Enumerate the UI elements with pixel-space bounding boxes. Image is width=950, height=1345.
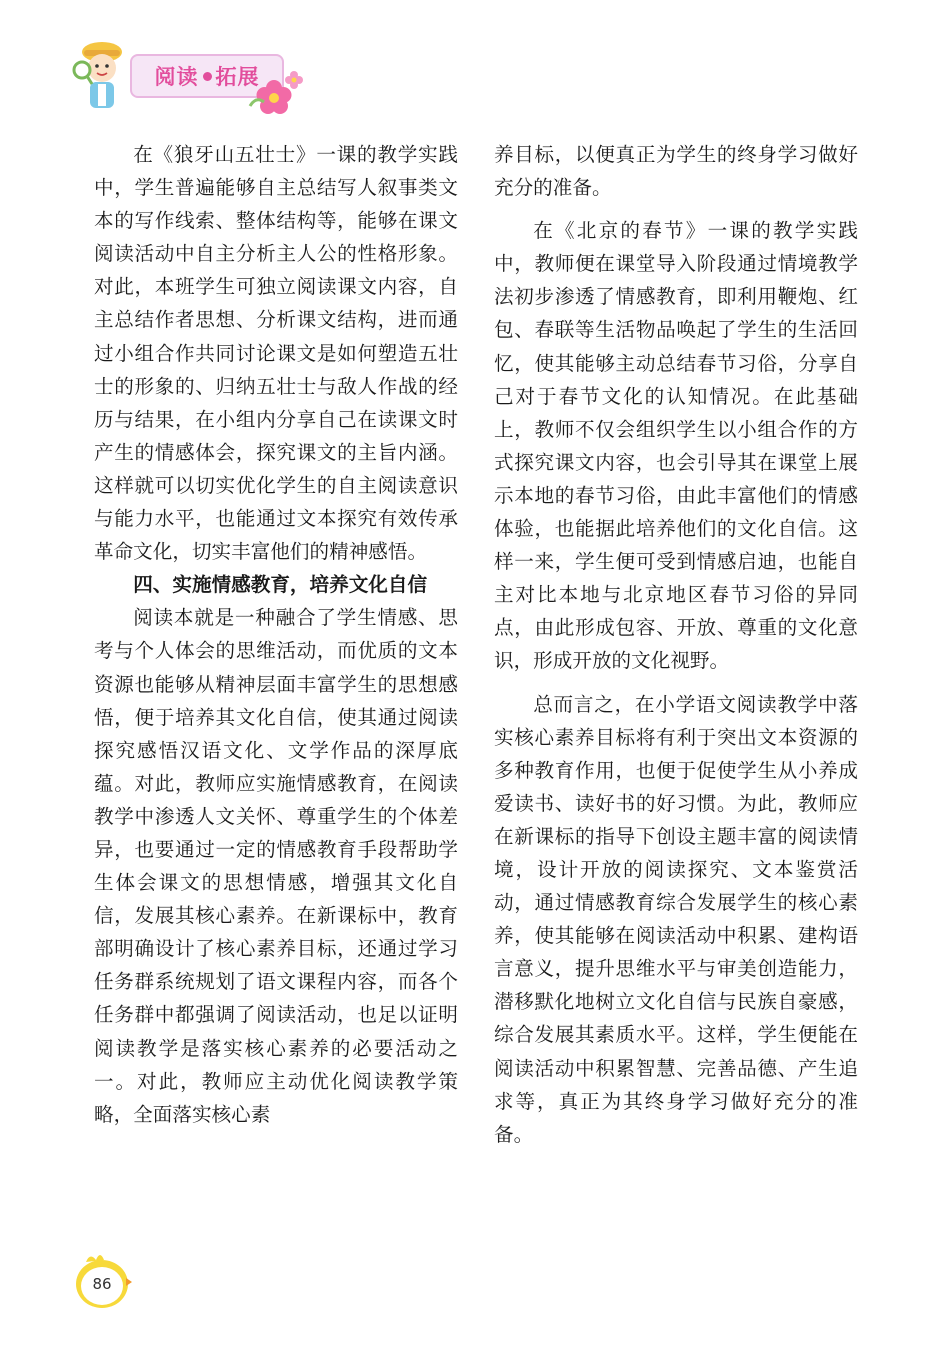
banner-dot-icon xyxy=(203,72,212,81)
paragraph-conclusion: 总而言之，在小学语文阅读教学中落实核心素养目标将有利于突出文本资源的多种教育作用，也便于促使学生从小养成爱读书、读好书的好习惯。为此，教师应在新课标的指导下创设主题丰富的阅读情境，设计开放的阅读探究、文本鉴赏活动，通过情感教育综合发展学生的核心素养，使其能够在阅读活动中积累、建构语言意义，提升思维水平与审美创造能力，潜移默化地树立文化自信与民族自豪感，综合发展其素质水平。这样，学生便能在阅读活动中积累智慧、完善品德、产生追求等，真正为其终身学习做好充分的准备。 xyxy=(494,692,858,1146)
paragraph-continuation: 养目标，以便真正为学生的终身学习做好充分的准备。 xyxy=(494,143,858,200)
paragraph-beijing-spring: 在《北京的春节》一课的教学实践中，教师便在课堂导入阶段通过情境教学法初步渗透了情感教育，即利用鞭炮、红包、春联等生活物品唤起了学生的生活回忆，使其能够主动总结春节习俗，分享自己对于春节文化的认知情况。在此基础上，教师不仅会组织学生以小组合作的方式探究课文内容，也会引导其在课堂上展示本地的春节习俗，由此丰富他们的情感体验，也能据此培养他们的文化自信。这样一来，学生便可受到情感启迪，也能自主对比本地与北京地区春节习俗的异同点，由此形成包容、开放、尊重的文化意识，形成开放的文化视野。 xyxy=(494,219,858,673)
flower-decoration-icon xyxy=(246,66,306,126)
section-label-reading: 阅读 xyxy=(154,65,199,89)
section-label-extension: 拓展 xyxy=(215,65,260,89)
paragraph-langya: 在《狼牙山五壮士》一课的教学实践中，学生普遍能够自主总结写人叙事类文本的写作线索、整体结构等，能够在课文阅读活动中自主分析主人公的性格形象。对此，本班学生可独立阅读课文内容，自主总结作者思想、分析课文结构，进而通过小组合作共同讨论课文是如何塑造五壮士的形象的、归纳五壮士与敌人作战的经历与结果，在小组内分享自己在读课文时产生的情感体会，探究课文的主旨内涵。这样就可以切实优化学生的自主阅读意识与能力水平，也能通过文本探究有效传承革命文化，切实丰富他们的精神感悟。 xyxy=(94,143,458,564)
left-column xyxy=(94,138,458,1131)
page-number-badge xyxy=(68,1248,132,1312)
page-number: 86 xyxy=(92,1275,112,1293)
right-column xyxy=(494,138,858,1151)
section-header xyxy=(70,38,310,118)
paragraph-emotion-education: 阅读本就是一种融合了学生情感、思考与个人体会的思维活动，而优质的文本资源也能够从精神层面丰富学生的思想感悟，便于培养其文化自信，使其通过阅读探究感悟汉语文化、文学作品的深厚底蕴。对此，教师应实施情感教育，在阅读教学中渗透人文关怀、尊重学生的个体差异，也要通过一定的情感教育手段帮助学生体会课文的思想情感，增强其文化自信，发展其核心素养。在新课标中，教育部明确设计了核心素养目标，还通过学习任务群系统规划了语文课程内容，而各个任务群中都强调了阅读活动，也足以证明阅读教学是落实核心素养的必要活动之一。对此，教师应主动优化阅读教学策略，全面落实核心素 xyxy=(94,606,458,1126)
section-heading: 四、实施情感教育，培养文化自信 xyxy=(133,573,428,597)
